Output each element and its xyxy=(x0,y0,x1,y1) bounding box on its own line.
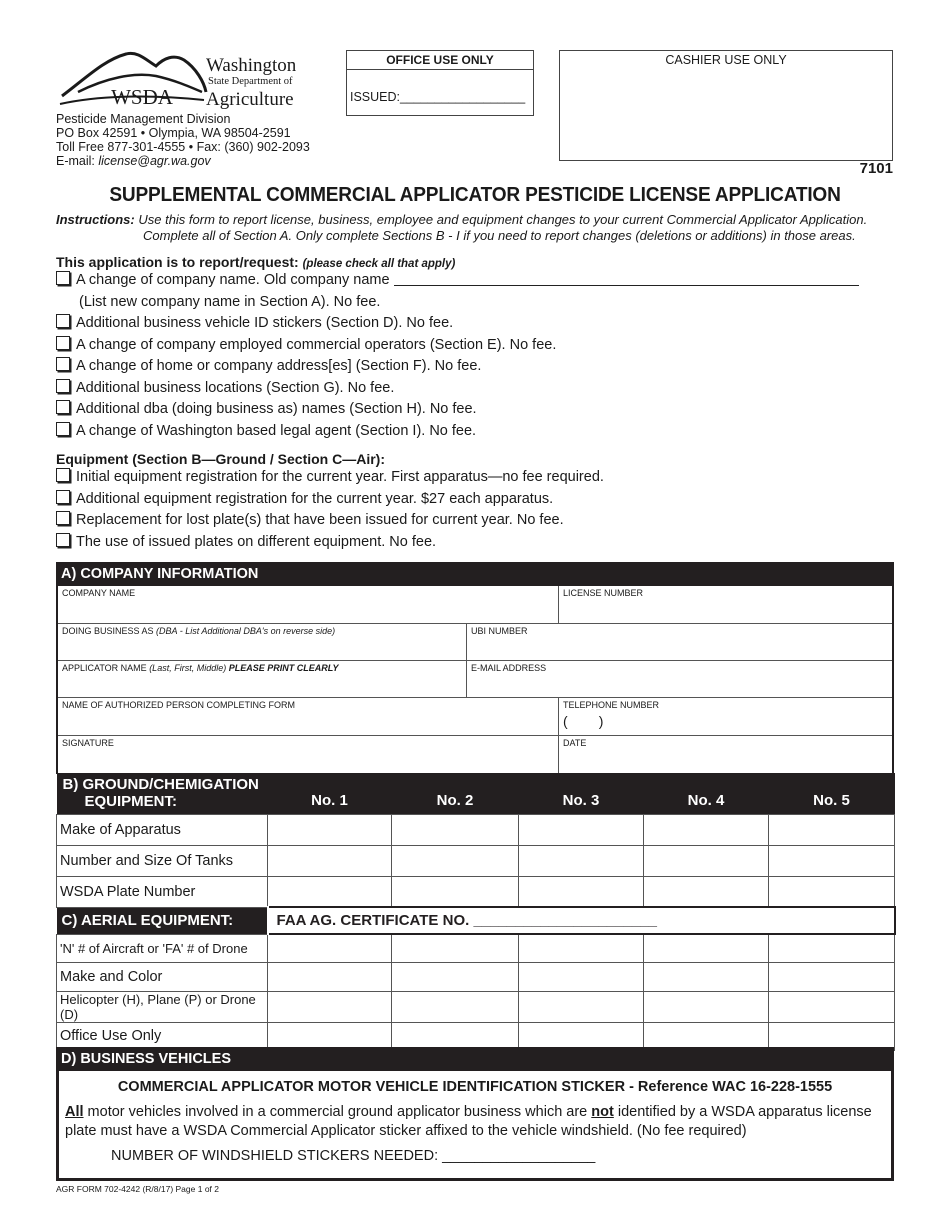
entry-cell[interactable] xyxy=(644,934,769,962)
checkbox-label: A change of Washington based legal agent (Section I). No fee. xyxy=(76,422,477,439)
instructions-line-2: Complete all of Section A. Only complete Sections B - I if you need to report changes (deletions or additions) in those areas. xyxy=(143,228,856,243)
checkbox-label: Initial equipment registration for the current year. First apparatus—no fee required. xyxy=(76,469,604,485)
instructions-label: Instructions: xyxy=(56,212,135,227)
checkbox[interactable] xyxy=(56,271,70,285)
checkbox-label: The use of issued plates on different equipment. No fee. xyxy=(76,533,437,550)
applicator-name-field[interactable]: APPLICATOR NAME (Last, First, Middle) PLEASE PRINT CLEARLY xyxy=(58,661,467,698)
checkbox-row xyxy=(56,378,894,400)
telephone-number-field[interactable]: TELEPHONE NUMBER ( ) xyxy=(559,698,892,736)
checkbox[interactable] xyxy=(56,314,70,328)
checkbox[interactable] xyxy=(56,490,70,504)
faa-certificate-field[interactable]: FAA AG. CERTIFICATE NO. ______________________ xyxy=(268,907,895,934)
row-label: Number and Size Of Tanks xyxy=(57,845,268,876)
entry-cell[interactable] xyxy=(769,814,895,845)
table-row xyxy=(57,845,895,876)
table-row xyxy=(57,934,895,962)
checkbox-label: A change of company employed commercial operators (Section E). No fee. xyxy=(76,336,557,353)
old-company-name-field[interactable] xyxy=(394,273,859,286)
telephone-parens: ( ) xyxy=(563,713,604,729)
entry-cell[interactable] xyxy=(644,991,769,1022)
checkbox-row xyxy=(56,489,894,511)
checkbox-row xyxy=(56,510,894,532)
row-label: Make of Apparatus xyxy=(57,814,268,845)
row-label: Office Use Only xyxy=(57,1022,268,1050)
entry-cell[interactable] xyxy=(769,845,895,876)
section-c-title: C) AERIAL EQUIPMENT: xyxy=(57,907,268,934)
entry-cell[interactable] xyxy=(392,991,519,1022)
column-header: No. 1 xyxy=(268,773,392,814)
section-d-title: D) BUSINESS VEHICLES xyxy=(56,1047,894,1071)
checkbox-label: A change of home or company address[es] (Section F). No fee. xyxy=(76,358,482,374)
entry-cell[interactable] xyxy=(644,845,769,876)
checkbox[interactable] xyxy=(56,336,70,350)
entry-cell[interactable] xyxy=(644,1022,769,1050)
signature-field[interactable]: SIGNATURE xyxy=(58,736,559,774)
office-use-box xyxy=(346,50,534,116)
section-b-title: B) GROUND/CHEMIGATION EQUIPMENT: xyxy=(57,773,268,814)
entry-cell[interactable] xyxy=(519,962,644,991)
section-a-company-information xyxy=(56,562,894,774)
entry-cell[interactable] xyxy=(392,814,519,845)
form-footer: AGR FORM 702-4242 (R/8/17) Page 1 of 2 xyxy=(56,1184,219,1194)
table-row xyxy=(57,814,895,845)
checkbox-label: Additional business vehicle ID stickers (Section D). No fee. xyxy=(76,315,454,331)
entry-cell[interactable] xyxy=(268,845,392,876)
entry-cell[interactable] xyxy=(392,876,519,907)
checkbox-label: Additional business locations (Section G). No fee. xyxy=(76,379,395,396)
entry-cell[interactable] xyxy=(392,962,519,991)
section-d-business-vehicles xyxy=(56,1047,894,1181)
row-label: WSDA Plate Number xyxy=(57,876,268,907)
checkbox[interactable] xyxy=(56,468,70,482)
equipment-heading: Equipment (Section B—Ground / Section C—Air): xyxy=(56,451,385,467)
checkbox[interactable] xyxy=(56,357,70,371)
checkbox-row xyxy=(56,421,894,443)
instructions xyxy=(56,212,894,244)
date-field[interactable]: DATE xyxy=(563,738,587,748)
entry-cell[interactable] xyxy=(519,845,644,876)
section-a-title: A) COMPANY INFORMATION xyxy=(56,562,894,586)
cashier-use-title: CASHIER USE ONLY xyxy=(665,53,787,67)
entry-cell[interactable] xyxy=(769,934,895,962)
windshield-stickers-field[interactable]: NUMBER OF WINDSHIELD STICKERS NEEDED: ___________________ xyxy=(111,1148,596,1164)
division-name: Pesticide Management Division xyxy=(56,112,231,126)
checkbox-row xyxy=(56,467,894,489)
checkbox-label: Additional equipment registration for the current year. $27 each apparatus. xyxy=(76,490,554,507)
entry-cell[interactable] xyxy=(519,814,644,845)
logo-line-2: State Department of xyxy=(208,76,293,87)
email-address-field[interactable]: E-MAIL ADDRESS xyxy=(467,661,892,698)
entry-cell[interactable] xyxy=(769,1022,895,1050)
mailing-address: PO Box 42591 • Olympia, WA 98504-2591 xyxy=(56,126,291,140)
checkbox-row xyxy=(56,356,894,378)
logo-line-1: Washington xyxy=(206,55,297,76)
entry-cell[interactable] xyxy=(268,1022,392,1050)
entry-cell[interactable] xyxy=(519,934,644,962)
entry-cell[interactable] xyxy=(519,1022,644,1050)
office-use-title: OFFICE USE ONLY xyxy=(347,51,533,70)
logo-line-3: Agriculture xyxy=(206,88,294,110)
instructions-line-1: Use this form to report license, business, employee and equipment changes to your current Commercial Applicator Application. xyxy=(134,212,868,227)
table-row xyxy=(57,962,895,991)
checkbox-row xyxy=(56,313,894,335)
entry-cell[interactable] xyxy=(644,876,769,907)
report-request-section xyxy=(56,254,894,553)
column-header: No. 3 xyxy=(519,773,644,814)
report-request-hint: (please check all that apply) xyxy=(302,258,456,270)
checkbox-row xyxy=(56,399,894,421)
entry-cell[interactable] xyxy=(519,876,644,907)
section-b-ground-equipment xyxy=(56,773,894,1051)
row-label: Make and Color xyxy=(57,962,268,991)
section-b-header-row xyxy=(57,773,895,814)
row-label: Helicopter (H), Plane (P) or Drone (D) xyxy=(57,991,268,1022)
company-info-grid xyxy=(56,586,894,774)
entry-cell[interactable] xyxy=(268,876,392,907)
report-request-heading: This application is to report/request: (please check all that apply) xyxy=(56,254,456,270)
equipment-table xyxy=(56,773,896,1051)
form-number: 7101 xyxy=(859,160,893,177)
entry-cell[interactable] xyxy=(519,991,644,1022)
agency-name xyxy=(206,56,296,109)
entry-cell[interactable] xyxy=(769,876,895,907)
checkbox-label: Replacement for lost plate(s) that have been issued for current year. No fee. xyxy=(76,512,564,528)
license-number-field[interactable]: LICENSE NUMBER xyxy=(559,586,892,624)
section-c-header-row xyxy=(57,907,895,934)
checkbox[interactable] xyxy=(56,379,70,393)
svg-text:WSDA: WSDA xyxy=(111,85,173,109)
ubi-number-field[interactable]: UBI NUMBER xyxy=(467,624,892,661)
company-name-field[interactable]: COMPANY NAME xyxy=(58,586,559,624)
page-title: SUPPLEMENTAL COMMERCIAL APPLICATOR PESTICIDE LICENSE APPLICATION xyxy=(109,183,841,206)
entry-cell[interactable] xyxy=(644,962,769,991)
table-row xyxy=(57,991,895,1022)
table-row xyxy=(57,876,895,907)
column-header: No. 4 xyxy=(644,773,769,814)
sticker-paragraph: All motor vehicles involved in a commercial ground applicator business which are not identified by a WSDA apparatus license plate must have a WSDA Commercial Applicator sticker affixed to the vehicle windshield. (No fee required) xyxy=(65,1104,872,1139)
table-row xyxy=(57,1022,895,1050)
entry-cell[interactable] xyxy=(268,934,392,962)
entry-cell[interactable] xyxy=(392,934,519,962)
checkbox-label: Additional dba (doing business as) names (Section H). No fee. xyxy=(76,401,477,417)
row-label: 'N' # of Aircraft or 'FA' # of Drone xyxy=(57,934,268,962)
entry-cell[interactable] xyxy=(769,991,895,1022)
entry-cell[interactable] xyxy=(268,962,392,991)
entry-cell[interactable] xyxy=(644,814,769,845)
email-address[interactable]: license@agr.wa.gov xyxy=(98,154,211,168)
sticker-subtitle: COMMERCIAL APPLICATOR MOTOR VEHICLE IDENTIFICATION STICKER - Reference WAC 16-228-1555 xyxy=(117,1079,833,1095)
issued-field[interactable]: ISSUED:__________________ xyxy=(350,90,526,104)
cashier-use-box xyxy=(559,50,893,161)
checkbox-row xyxy=(56,532,894,554)
entry-cell[interactable] xyxy=(268,814,392,845)
business-vehicles-box xyxy=(56,1071,894,1181)
entry-cell[interactable] xyxy=(769,962,895,991)
entry-cell[interactable] xyxy=(268,991,392,1022)
checkbox-subtext: (List new company name in Section A). No fee. xyxy=(79,293,381,310)
entry-cell[interactable] xyxy=(392,1022,519,1050)
column-header: No. 2 xyxy=(392,773,519,814)
phone-fax: Toll Free 877-301-4555 • Fax: (360) 902-2093 xyxy=(56,140,310,154)
checkbox[interactable] xyxy=(56,533,70,547)
checkbox-row: A change of company name. Old company name xyxy=(56,270,894,292)
checkbox[interactable] xyxy=(56,511,70,525)
checkbox-row xyxy=(56,335,894,357)
contact-info xyxy=(56,112,310,168)
email-line: E-mail: license@agr.wa.gov xyxy=(56,154,211,168)
checkbox[interactable] xyxy=(56,422,70,436)
entry-cell[interactable] xyxy=(392,845,519,876)
checkbox[interactable] xyxy=(56,400,70,414)
dba-field[interactable]: DOING BUSINESS AS (DBA - List Additional DBA's on reverse side) xyxy=(58,624,467,661)
column-header: No. 5 xyxy=(769,773,895,814)
authorized-person-field[interactable]: NAME OF AUTHORIZED PERSON COMPLETING FORM xyxy=(58,698,559,736)
